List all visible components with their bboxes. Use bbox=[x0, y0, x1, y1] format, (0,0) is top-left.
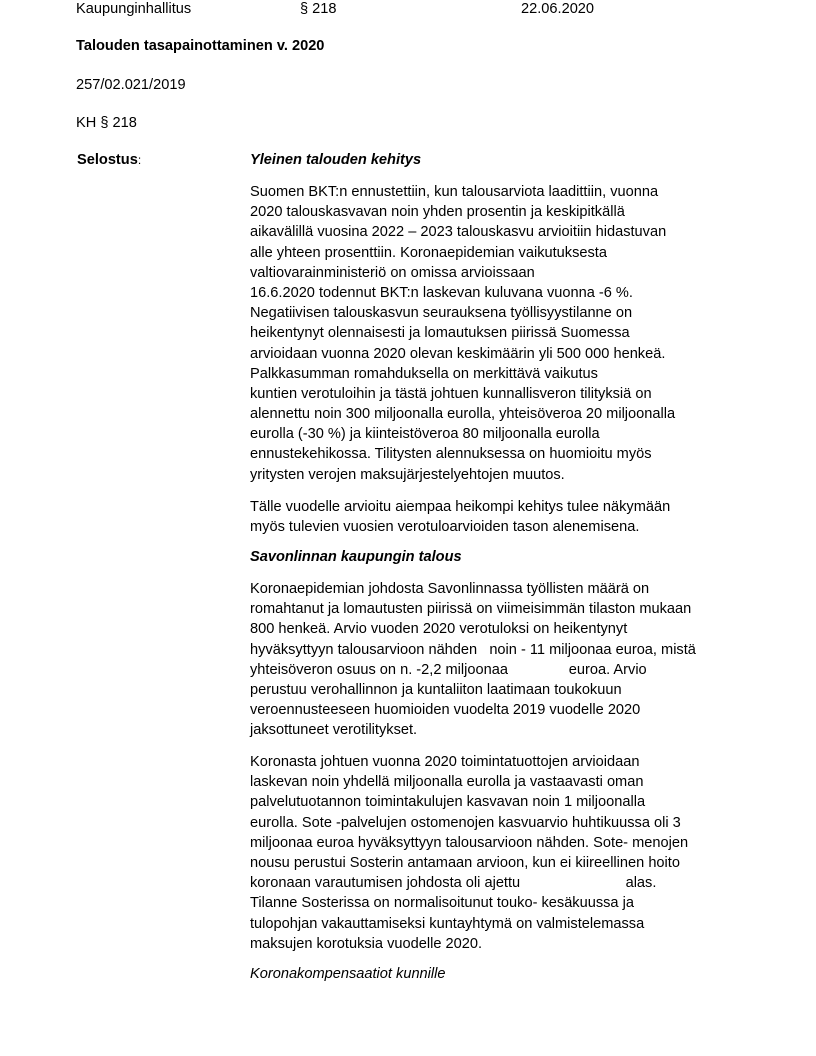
text-line: miljoonaa euroa hyväksyttyyn talousarvioon nähden. Sote- menojen bbox=[250, 834, 689, 851]
heading-city-economy: Savonlinnan kaupungin talous bbox=[250, 549, 462, 565]
text-line: Tälle vuodelle arvioitu aiempaa heikompi kehitys tulee näkymään bbox=[250, 499, 671, 515]
text-line: jaksottuneet verotilitykset. bbox=[250, 722, 418, 739]
document-title: Talouden tasapainottaminen v. 2020 bbox=[76, 38, 325, 54]
text-line: 2020 talouskasvavan noin yhden prosentin ja keskipitkällä bbox=[250, 204, 625, 221]
text-line: nousu perustui Sosterin antamaan arvioon, kun ei kiireellinen hoito bbox=[250, 854, 680, 871]
text-line: maksujen korotuksia vuodelle 2020. bbox=[250, 935, 483, 952]
text-line: aikavälillä vuosina 2022 – 2023 talouskasvu arvioitiin hidastuvan bbox=[250, 224, 667, 241]
selostus-colon: : bbox=[137, 153, 142, 167]
reference: KH § 218 bbox=[76, 115, 137, 131]
text-line: palvelutuotannon toimintakulujen kasvavan noin 1 miljoonalla bbox=[250, 794, 646, 811]
text-line: Suomen BKT:n ennustettiin, kun talousarviota laadittiin, vuonna bbox=[250, 184, 659, 200]
text-line: perustuu verohallinnon ja kuntaliiton laatimaan toukokuun bbox=[250, 681, 622, 698]
paragraph-outlook bbox=[250, 497, 750, 537]
heading-general-economy: Yleinen talouden kehitys bbox=[250, 152, 422, 168]
text-line: koronaan varautumisen johdosta oli ajettu alas. bbox=[250, 875, 657, 892]
paragraph-city-economy bbox=[250, 579, 750, 741]
selostus-label-text: Selostus bbox=[77, 152, 138, 168]
text-line: alle yhteen prosenttiin. Koronaepidemian vaikutuksesta bbox=[250, 244, 607, 261]
text-line: Koronasta johtuen vuonna 2020 toimintatuottojen arvioidaan bbox=[250, 754, 640, 770]
text-line: 16.6.2020 todennut BKT:n laskevan kuluvana vuonna -6 %. bbox=[250, 284, 633, 301]
text-line: Koronaepidemian johdosta Savonlinnassa työllisten määrä on bbox=[250, 581, 650, 597]
text-line: eurolla (-30 %) ja kiinteistöveroa 80 miljoonalla eurolla bbox=[250, 426, 600, 443]
paragraph-general-economy bbox=[250, 182, 750, 485]
record-number: 257/02.021/2019 bbox=[76, 77, 186, 93]
text-line: ennustekehikossa. Tilitysten alennuksessa on huomioitu myös bbox=[250, 446, 652, 463]
text-line: arvioidaan vuonna 2020 olevan keskimäärin yli 500 000 henkeä. bbox=[250, 345, 666, 362]
text-line: veroennusteeseen huomioiden vuodelta 2019 vuodelle 2020 bbox=[250, 702, 641, 719]
text-line: eurolla. Sote -palvelujen ostomenojen kasvuarvio huhtikuussa oli 3 bbox=[250, 814, 681, 831]
text-line: myös tulevien vuosien verotuloarvioiden tason alenemisena. bbox=[250, 519, 640, 536]
text-line: Palkkasumman romahduksella on merkittävä vaikutus bbox=[250, 365, 598, 382]
text-line: yhteisöveron osuus on n. -2,2 miljoonaa euroa. Arvio bbox=[250, 661, 647, 678]
text-line: 800 henkeä. Arvio vuoden 2020 verotuloksi on heikentynyt bbox=[250, 621, 628, 638]
text-line: tulopohjan vakauttamiseksi kuntayhtymä on valmistelemassa bbox=[250, 915, 645, 932]
text-line: yritysten verojen maksujärjestelyehtojen muutos. bbox=[250, 466, 565, 483]
text-line: alennettu noin 300 miljoonalla eurolla, yhteisöveroa 20 miljoonalla bbox=[250, 406, 676, 423]
text-line: heikentynyt olennaisesti ja lomautuksen piirissä Suomessa bbox=[250, 325, 630, 342]
heading-corona-compensation: Koronakompensaatiot kunnille bbox=[250, 966, 446, 982]
text-line: romahtanut ja lomautusten piirissä on viimeisimmän tilaston mukaan bbox=[250, 601, 692, 618]
text-line: Negatiivisen talouskasvun seurauksena työllisyystilanne on bbox=[250, 305, 633, 322]
paragraph-operating-costs bbox=[250, 752, 750, 954]
header-section: § 218 bbox=[300, 1, 337, 17]
header-date: 22.06.2020 bbox=[521, 1, 595, 17]
text-line: valtiovarainministeriö on omissa arvioissaan bbox=[250, 264, 535, 281]
text-line: Tilanne Sosterissa on normalisoitunut touko- kesäkuussa ja bbox=[250, 895, 634, 912]
header-body: Kaupunginhallitus bbox=[76, 1, 192, 17]
text-line: hyväksyttyyn talousarvioon nähden noin - 11 miljoonaa euroa, mistä bbox=[250, 641, 696, 658]
selostus-label bbox=[77, 152, 141, 169]
text-line: laskevan noin yhdellä miljoonalla eurolla ja vastaavasti oman bbox=[250, 774, 644, 791]
text-line: kuntien verotuloihin ja tästä johtuen kunnallisveron tilityksiä on bbox=[250, 385, 652, 402]
